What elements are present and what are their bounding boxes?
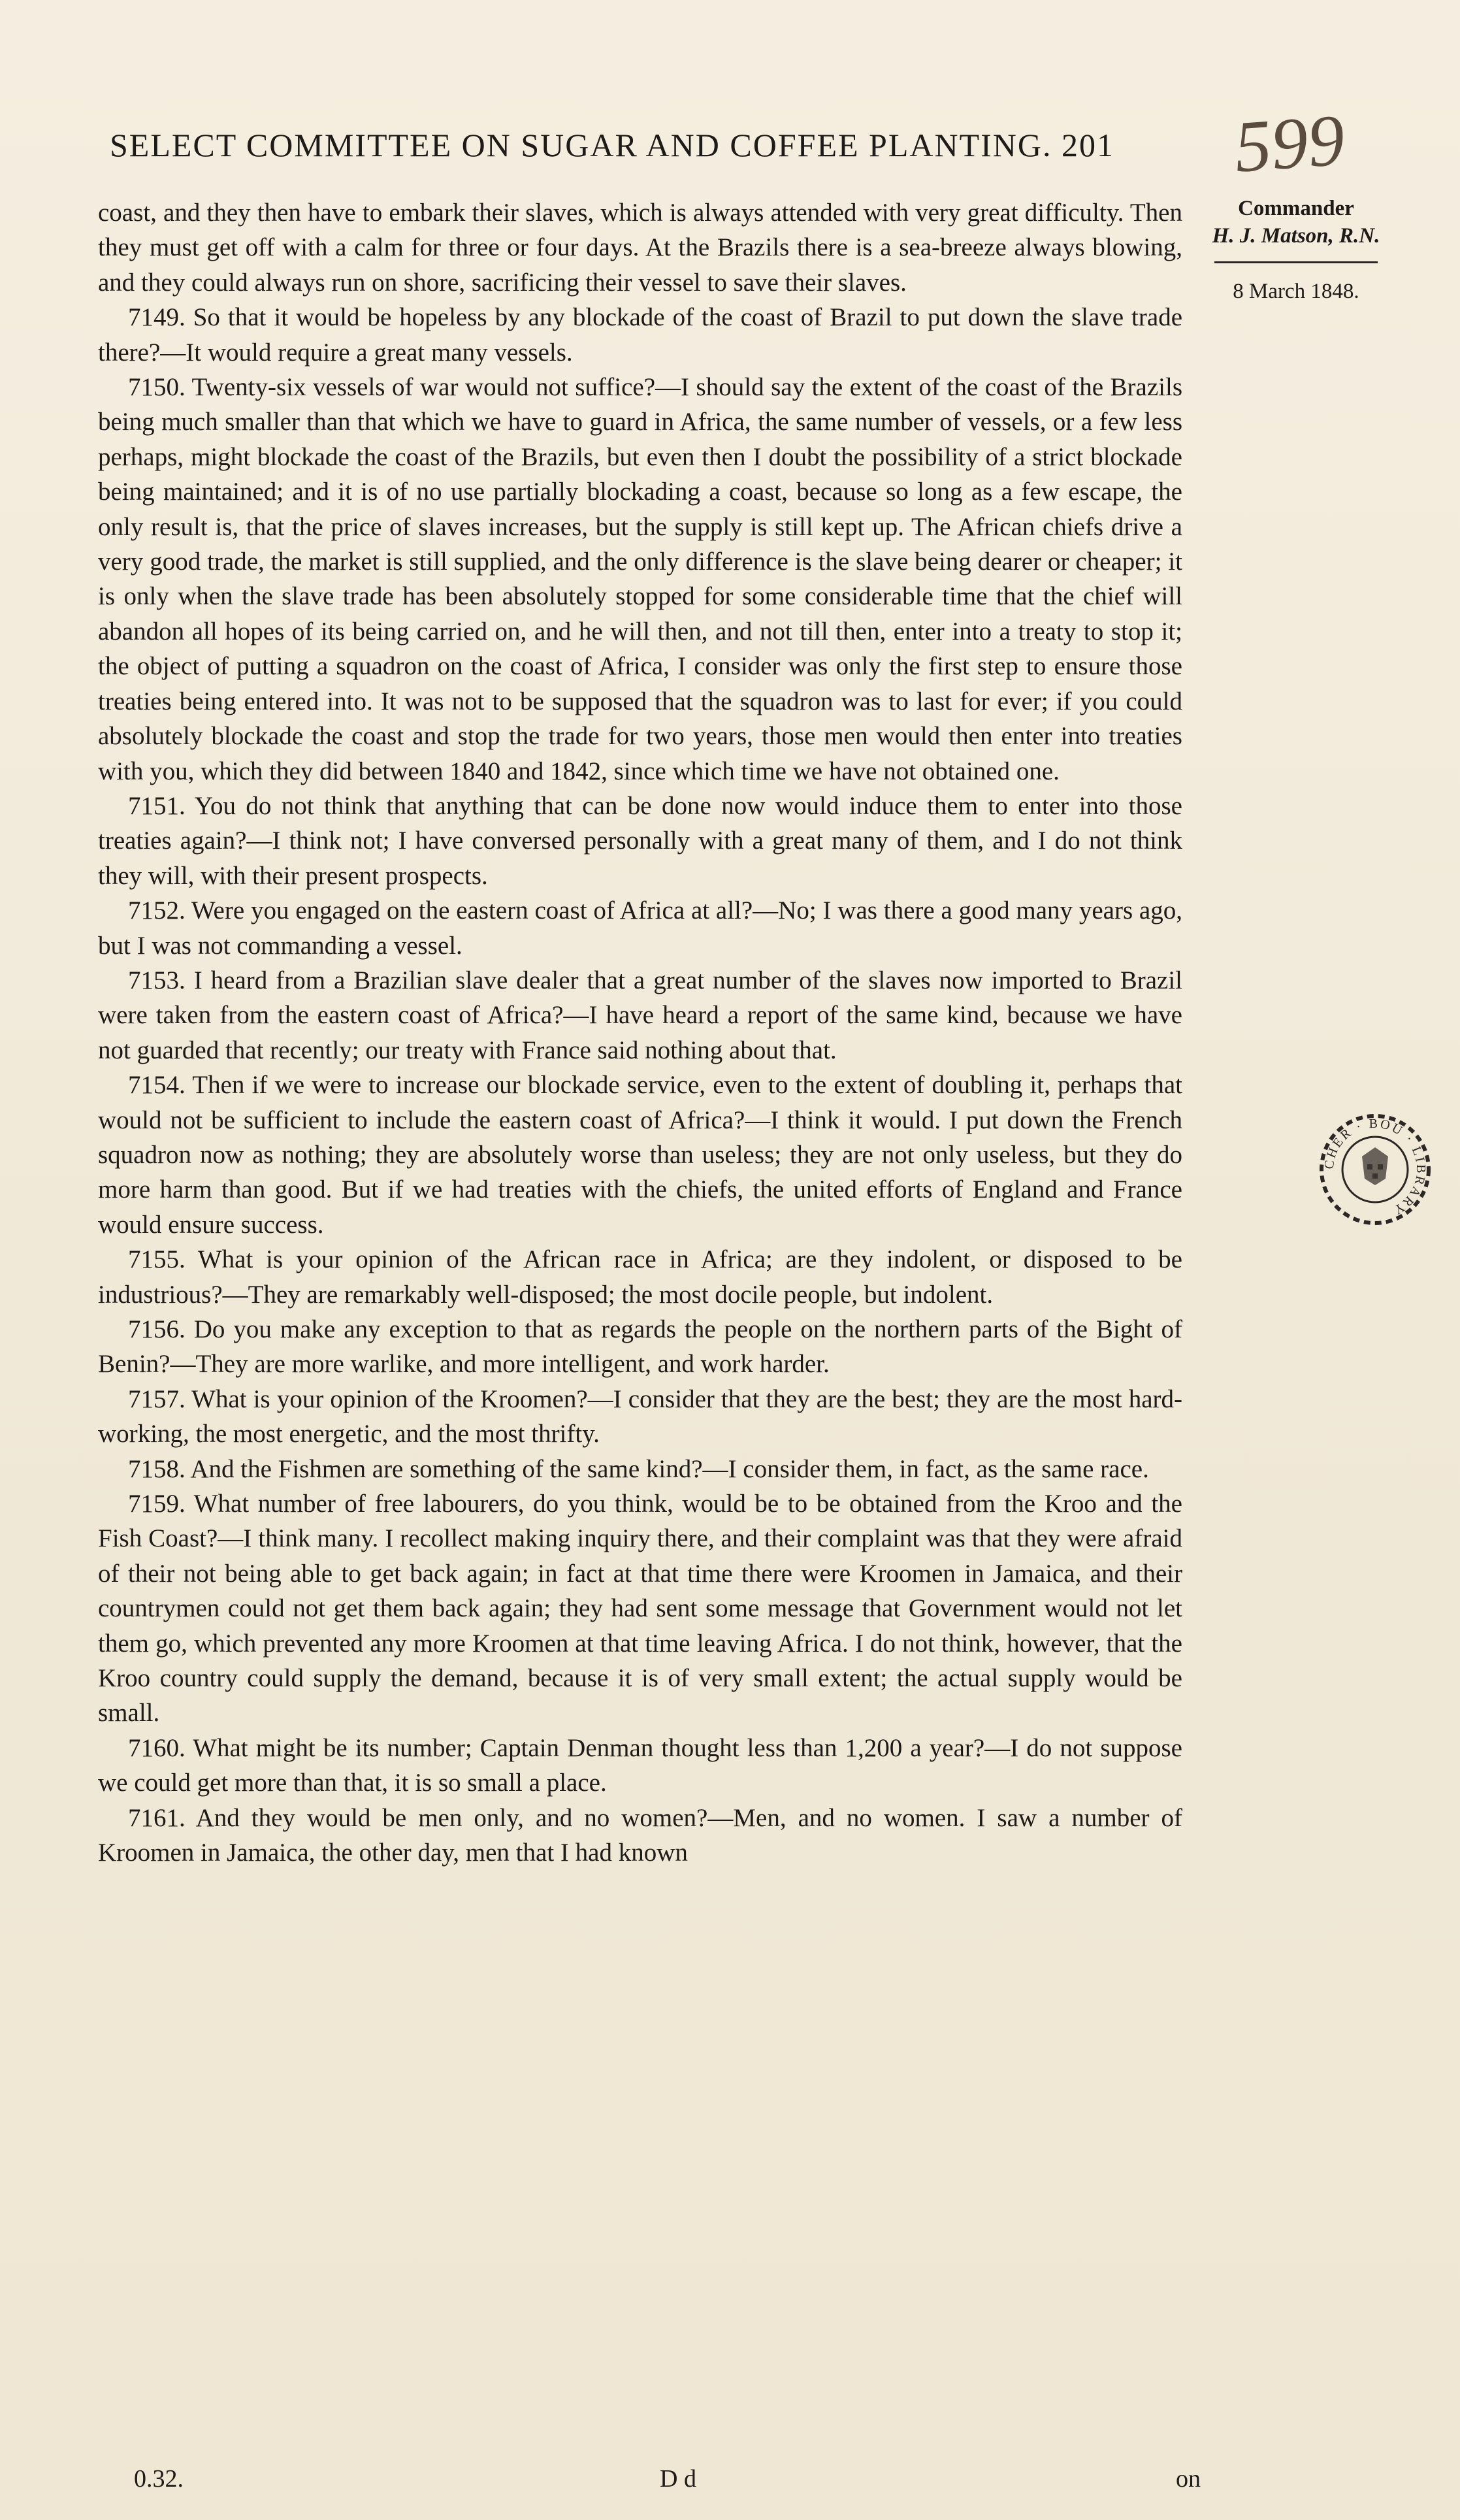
testimony-body [98, 195, 1182, 1871]
question-7151: 7151. You do not think that anything that can be done now would induce them to enter into those treaties again?—I think not; I have conversed personally with a great many of them, and I do not think they will, with their present prospects. [98, 791, 1182, 890]
question-7154: 7154. Then if we were to increase our blockade service, even to the extent of doubling it, perhaps that would not be sufficient to include the eastern coast of Africa?—I think it would. I put down the French squadron now as nothing; they are absolutely worse than useless; they are not only useless, but they do more harm than good. But if we had treaties with the chiefs, the united efforts of England and France would ensure success. [98, 1071, 1182, 1239]
footer-gathering-mark: D d [660, 2465, 696, 2493]
handwritten-folio-number: 599 [1231, 99, 1348, 188]
question-7150: 7150. Twenty-six vessels of war would not suffice?—I should say the extent of the coast of the Brazils being much smaller than that which we have to guard in Africa, the same number of vessels, or a few less perhaps, might blockade the coast of the Brazils, but even then I doubt the possibility of a strict blockade being maintained; and it is of no use partially blockading a coast, because so long as a few escape, the only result is, that the price of slaves increases, but the supply is still kept up. The African chiefs drive a very good trade, the market is still supplied, and the only difference is the slave being dearer or cheaper; it is only when the slave trade has been absolutely stopped for some considerable time that the chief will abandon all hopes of its being carried on, and he will then, and not till then, enter into a treaty to stop it; the object of putting a squadron on the coast of Africa, I consider was only the first step to ensure those treaties being entered into. It was not to be supposed that the squadron was to last for ever; if you could absolutely blockade the coast and stop the trade for two years, those men would then enter into treaties with you, which they did between 1840 and 1842, since which time we have not obtained one. [98, 373, 1182, 785]
question-7153: 7153. I heard from a Brazilian slave dealer that a great number of the slaves now imported to Brazil were taken from the eastern coast of Africa?—I have heard a report of the same kind, because we have not guarded that recently; our treaty with France said nothing about that. [98, 966, 1182, 1064]
witness-name: H. J. Matson, R.N. [1212, 224, 1380, 248]
question-7160: 7160. What might be its number; Captain Denman thought less than 1,200 a year?—I do not suppose we could get more than that, it is so small a place. [98, 1733, 1182, 1797]
testimony-date: 8 March 1848. [1233, 280, 1359, 303]
question-7149: 7149. So that it would be hopeless by any blockade of the coast of Brazil to put down the slave trade there?—It would require a great many vessels. [98, 303, 1182, 367]
footer-catchword: on [1176, 2465, 1201, 2493]
question-7152: 7152. Were you engaged on the eastern coast of Africa at all?—No; I was there a good many years ago, but I was not commanding a vessel. [98, 896, 1182, 960]
library-stamp-icon [1316, 1111, 1434, 1228]
witness-margin-note [1188, 195, 1404, 305]
paragraph-continuation: coast, and they then have to embark their slaves, which is always attended with very great difficulty. Then they must get off with a calm for three or four days. At the Brazils there is a sea-breeze always blowing, and they could always run on shore, sacrificing their vessel to save their slaves. [98, 199, 1182, 297]
margin-rule [1214, 261, 1378, 263]
question-7158: 7158. And the Fishmen are something of the same kind?—I consider them, in fact, as the same race. [128, 1454, 1149, 1483]
footer-signature-mark: 0.32. [134, 2465, 184, 2493]
question-7161: 7161. And they would be men only, and no women?—Men, and no women. I saw a number of Kroomen in Jamaica, the other day, men that I had known [98, 1803, 1182, 1867]
question-7156: 7156. Do you make any exception to that as regards the people on the northern parts of the Bight of Benin?—They are more warlike, and more intelligent, and work harder. [98, 1315, 1182, 1379]
page-number: 201 [1062, 127, 1115, 163]
stamp-ring-text: CHER · BOU · LIBRARY [1322, 1116, 1429, 1219]
question-7157: 7157. What is your opinion of the Kroomen?—I consider that they are the best; they are the most hard-working, the most energetic, and the most thrifty. [98, 1384, 1182, 1448]
question-7155: 7155. What is your opinion of the African race in Africa; are they indolent, or disposed to be industrious?—They are remarkably well-disposed; the most docile people, but indolent. [98, 1245, 1182, 1309]
question-7159: 7159. What number of free labourers, do you think, would be to be obtained from the Kroo and the Fish Coast?—I think many. I recollect making inquiry there, and their complaint was that they were afraid of their not being able to get back again; in fact at that time there were Kroomen in Jamaica, and their countrymen could not get them back again; they had sent some message that Government would not let them go, which prevented any more Kroomen at that time leaving Africa. I do not think, however, that the Kroo country could supply the demand, because it is of very small extent; the actual supply would be small. [98, 1490, 1182, 1727]
witness-rank: Commander [1238, 197, 1354, 220]
header-title: SELECT COMMITTEE ON SUGAR AND COFFEE PLANTING. [110, 127, 1052, 163]
running-header [110, 125, 1181, 165]
